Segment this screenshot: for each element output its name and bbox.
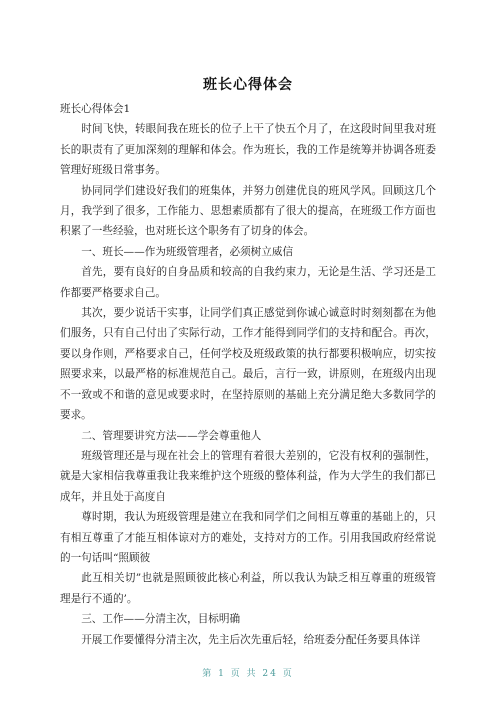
- paragraph: 开展工作要懂得分清主次，先主后次先重后轻，给班委分配任务要具体详: [81, 633, 421, 646]
- paragraph: 时间飞快，转眼间我在班长的位子上干了快五个月了，在这段时间里我对班长的职责有了更加深刻的理解和体会。作为班长，我的工作是统筹并协调各班委管理好班级日常事务。: [60, 123, 436, 177]
- document-body: [60, 99, 436, 650]
- paragraph: 协同同学们建设好我们的班集体，并努力创建优良的班风学风。回顾这几个月，我学到了很多，工作能力、思想素质都有了很大的提高，在班级工作方面也积累了一些经验，也对班长这个职务有了切身的体会。: [60, 184, 436, 238]
- paragraph: 尊时期，我认为班级管理是建立在我和同学们之间相互尊重的基础上的，只有相互尊重了才能互相体谅对方的难处，支持对方的工作。引用我国政府经常说的一句话叫“照顾彼: [60, 511, 436, 564]
- section-heading: 二、管理要讲究方法——学会尊重他人: [81, 429, 262, 442]
- paragraph: 此互相关切”也就是照顾彼此核心利益，所以我认为缺乏相互尊重的班级管理是行不通的’。: [60, 572, 436, 605]
- section-heading: 一、班长——作为班级管理者，必须树立威信: [81, 245, 294, 258]
- paragraph: 首先，要有良好的自身品质和较高的自我约束力，无论是生活、学习还是工作都要严格要求自己。: [60, 266, 436, 299]
- paragraph: 其次，要少说话干实事，让同学们真正感觉到你诚心诚意时时刻刻都在为他们服务，只有自己付出了实际行动，工作才能得到同学们的支持和配合。再次，要以身作则，严格要求自己，任何学校及班级政策的执行都要积极响应，切实按照要求来，以最严格的标准规范自己。最后，言行一致，讲原则，在班级内出现不一致或不和谐的意见或要求时，在坚持原则的基础上充分满足绝大多数同学的要求。: [60, 307, 436, 422]
- page-number: 第 1 页 共 24 页: [202, 669, 294, 679]
- section-heading: 三、工作——分清主次，目标明确: [81, 613, 241, 626]
- page-title: 班长心得体会: [203, 77, 293, 93]
- paragraph: 班级管理还是与现在社会上的管理有着很大差别的，它没有权利的强制性，就是大家相信我尊重我让我来维护这个班级的整体利益，作为大学生的我们都已成年，并且处于高度自: [60, 449, 436, 503]
- paragraph: 班长心得体会1: [60, 103, 131, 115]
